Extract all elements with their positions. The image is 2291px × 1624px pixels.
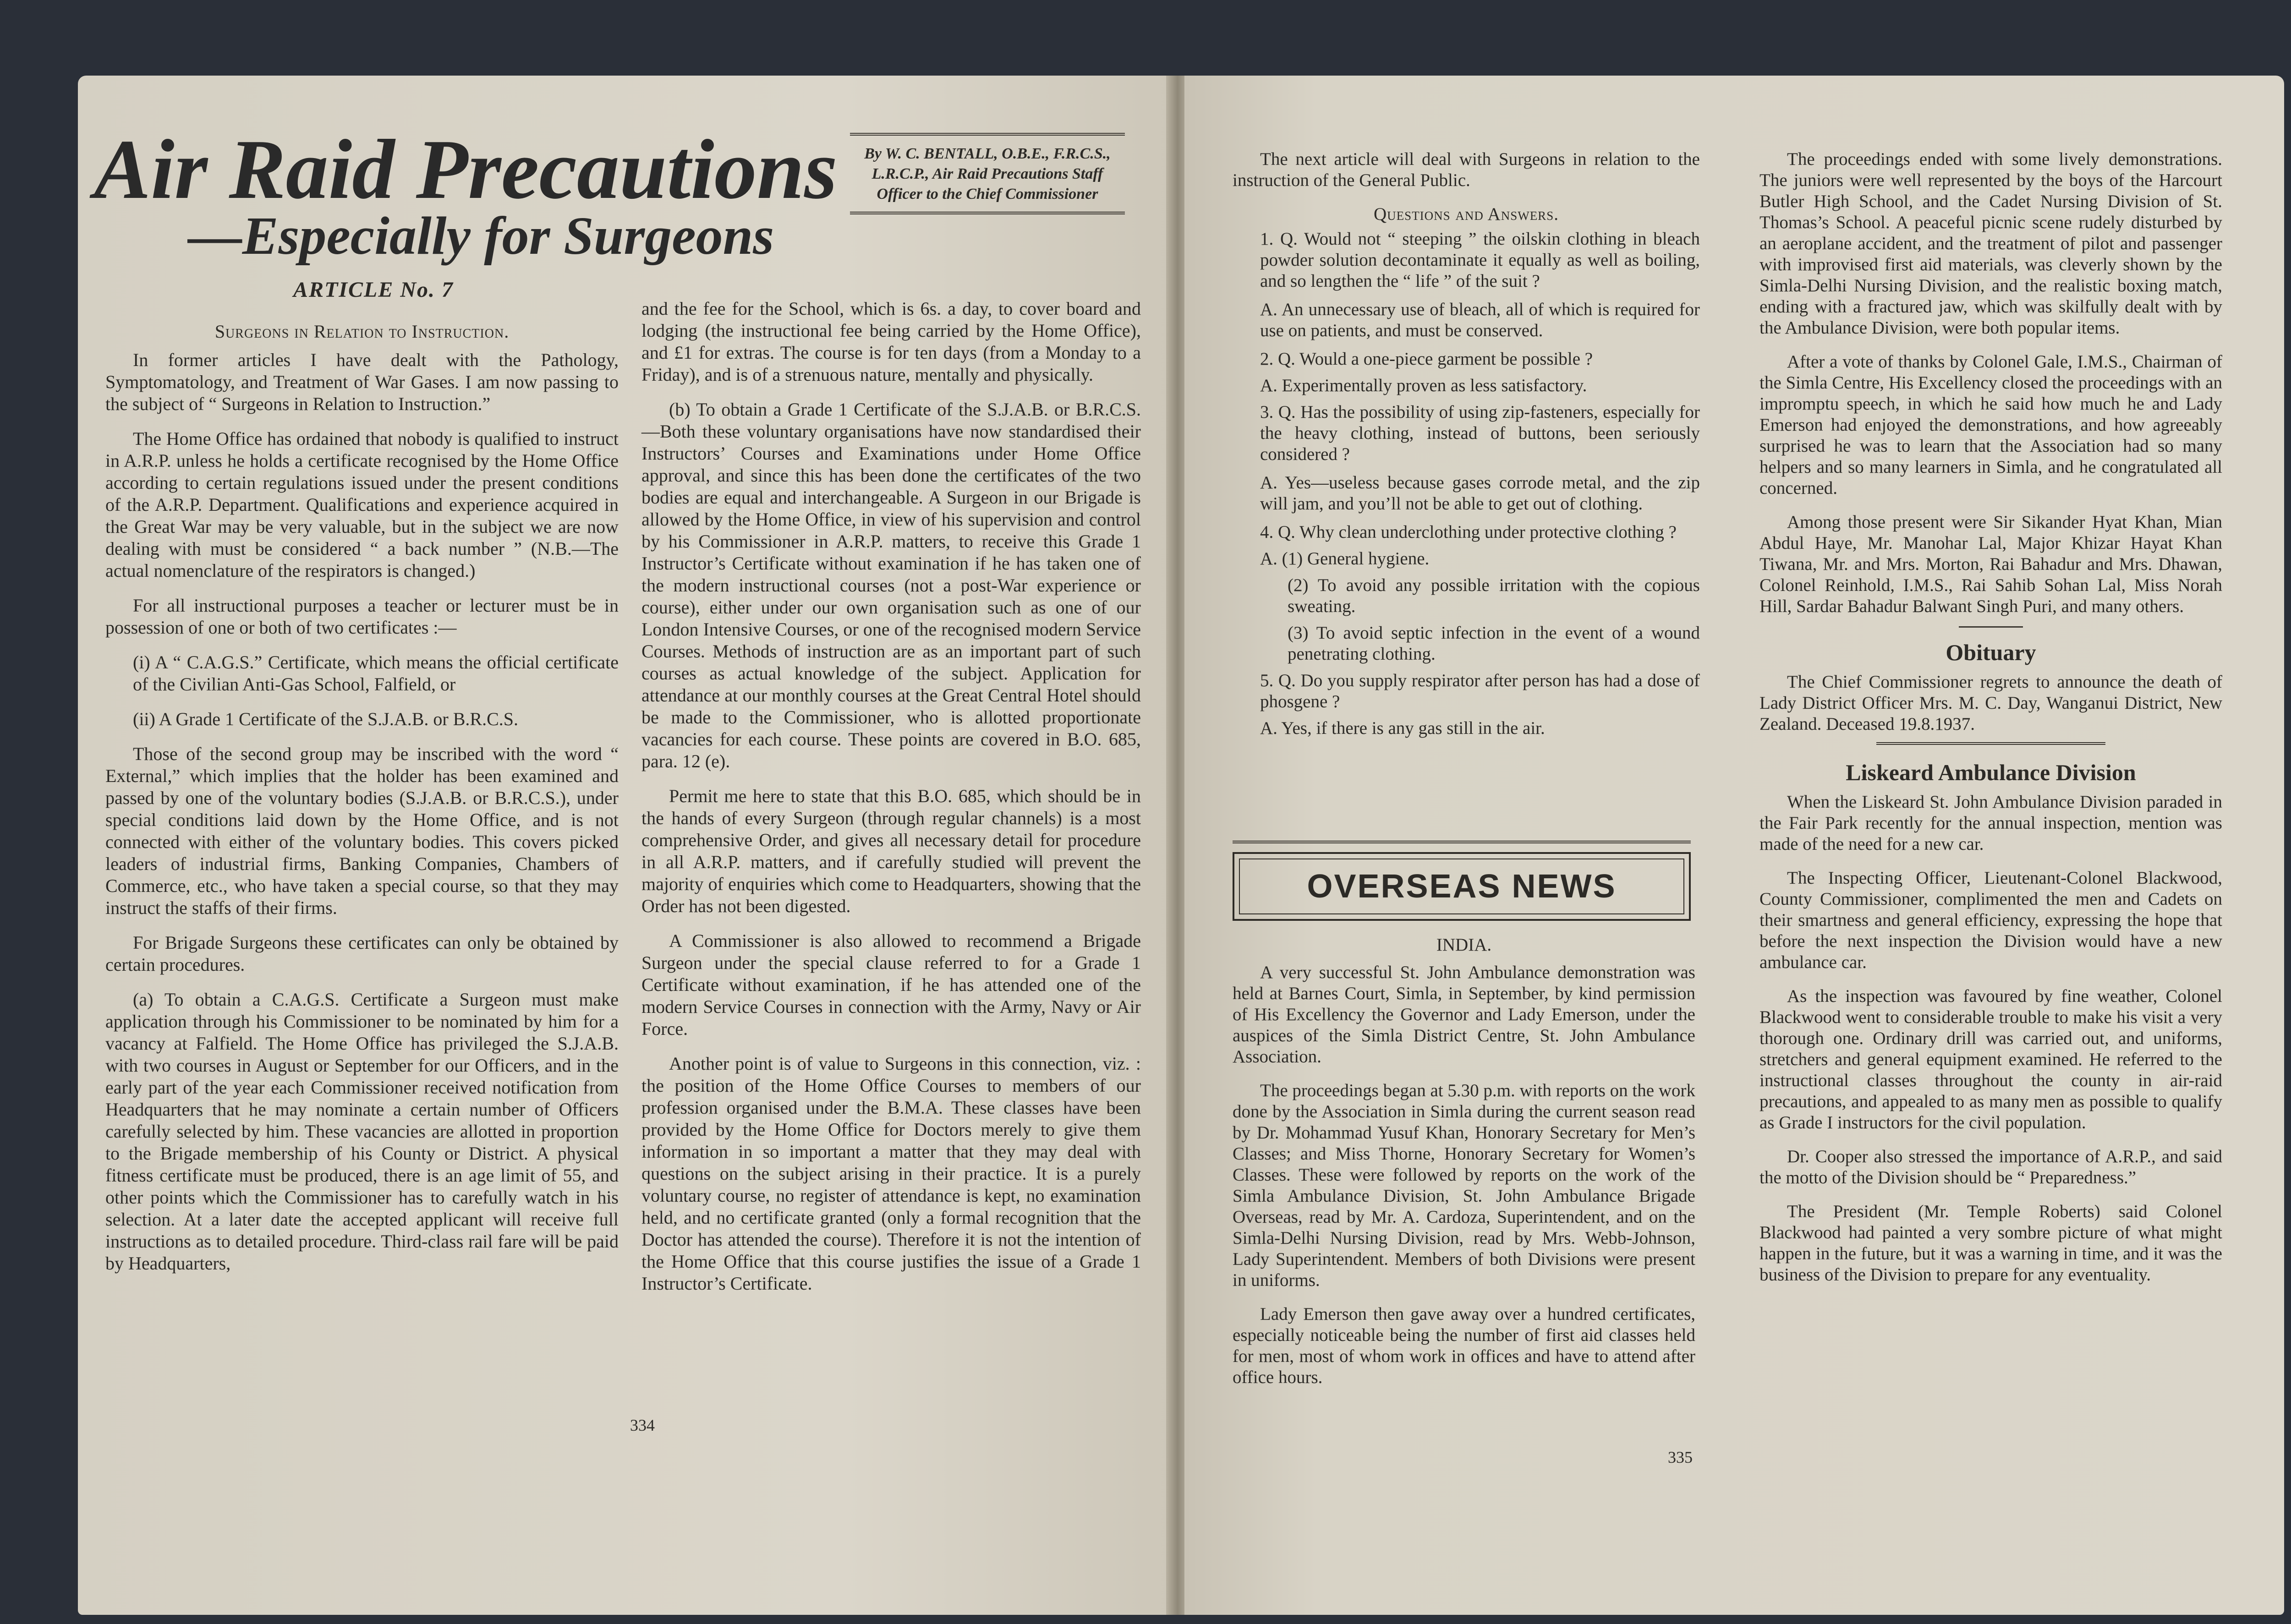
qa-item: A. An unnecessary use of bleach, all of which is required for use on patients, and must be conserved.	[1260, 300, 1700, 340]
paragraph: For all instructional purposes a teacher or lecturer must be in possession of one or both of two certificates :—	[105, 595, 619, 638]
paragraph: A Commissioner is also allowed to recommend a Brigade Surgeon under the special clause referred to for a Grade 1 Certificate without examination, if he has attended one of the modern Service Courses in connection with the Army, Navy or Air Force.	[641, 930, 1141, 1039]
article-number: ARTICLE No. 7	[293, 278, 454, 302]
qa-item: (2) To avoid any possible irritation with the copious sweating.	[1288, 575, 1700, 616]
obituary-title: Obituary	[1946, 640, 2036, 665]
liskeard-title: Liskeard Ambulance Division	[1846, 760, 2136, 785]
paragraph: and the fee for the School, which is 6s. a day, to cover board and lodging (the instructional fee being carried by the Home Office), and £1 for extras. The course is for ten days (from a Monday to a Friday), and is of a strenuous nature, mentally and physically.	[641, 298, 1141, 385]
paragraph: The next article will deal with Surgeons in relation to the instruction of the General Public.	[1233, 149, 1700, 190]
right-column-1-lower	[1233, 935, 1695, 1401]
article-section-heading: Surgeons in Relation to Instruction.	[214, 321, 510, 342]
paragraph: Lady Emerson then gave away over a hundred certificates, especially noticeable being the number of first aid classes held for men, most of whom work in offices and have to attend after office hours.	[1233, 1304, 1695, 1387]
qa-item: A. Yes—useless because gases corrode metal, and the zip will jam, and you’ll not be able to get out of clothing.	[1260, 473, 1700, 514]
qa-item: (3) To avoid septic infection in the event of a wound penetrating clothing.	[1288, 623, 1700, 664]
qa-item: 1. Q. Would not “ steeping ” the oilskin clothing in bleach powder solution decontaminate it equally as well as boiling, and so lengthen the “ life ” of the suit ?	[1260, 229, 1700, 291]
qa-item: A. Experimentally proven as less satisfactory.	[1260, 376, 1587, 395]
article-title: Air Raid Precautions	[94, 122, 838, 217]
list-item: (i) A “ C.A.G.S.” Certificate, which means the official certificate of the Civilian Anti-Gas School, Falfield, or	[133, 652, 619, 694]
overseas-news-title: OVERSEAS NEWS	[1239, 858, 1684, 914]
right-column-2	[1759, 149, 2222, 1298]
qa-item: 5. Q. Do you supply respirator after person has had a dose of phosgene ?	[1260, 671, 1700, 711]
overseas-news-box	[1233, 852, 1691, 921]
paragraph: Among those present were Sir Sikander Hyat Khan, Mian Abdul Haye, Mr. Manohar Lal, Major Khizar Hayat Khan Tiwana, Mr. and Mrs. Morton, Rai Bahadur and Mrs. Dhawan, Colonel Reinhold, I.M.S., Rai Sahib Sohan Lal, Miss Norah Hill, Sardar Bahadur Balwant Singh Puri, and many others.	[1759, 512, 2222, 616]
overseas-region: INDIA.	[1436, 935, 1492, 955]
paragraph: The proceedings began at 5.30 p.m. with reports on the work done by the Association in Simla during the current season read by Dr. Mohammad Yusuf Khan, Honorary Secretary for Men’s Classes; and Miss Thorne, Honorary Secretary for Women’s Classes. These were followed by reports on the work of the Simla Ambulance Division, St. John Ambulance Brigade Overseas, read by Mr. A. Cardoza, Superintendent, and on the Simla-Delhi Nursing Division, read by Mrs. Webb-Johnson, Lady Superintendent. Members of both Divisions were present in uniforms.	[1233, 1081, 1695, 1290]
paragraph: (b) To obtain a Grade 1 Certificate of the S.J.A.B. or B.R.C.S.—Both these voluntary organisations have now standardised their Instructors’ Courses and Examinations under Home Office approval, and since this has been done the certificates of the two bodies are equal and interchangeable. A Surgeon in our Brigade is allowed by the Home Office, in view of his supervision and control by his Commissioner in A.R.P. matters, to receive this Grade 1 Instructor’s Certificate without examination if he has taken one of the modern instructional courses (not a post-War experience or course), either under our own organisation such as one of our London Intensive Courses, or one of the recognised modern Service Courses. Methods of instruction are as an important part of such courses as actual knowledge of the subject. Application for attendance at our monthly courses at the Great Central Hotel should be made to the Commissioner, who is allotted proportionate vacancies for each course. These points are covered in B.O. 685, para. 12 (e).	[641, 399, 1141, 771]
paragraph: Those of the second group may be inscribed with the word “ External,” which implies that the holder has been examined and passed by one of the voluntary bodies (S.J.A.B. or B.R.C.S.), under special conditions laid down by the Home Office, and is not connected with either of the voluntary bodies. This covers picked leaders of industrial firms, Banking Companies, Chambers of Commerce, etc., who have taken a special course, so that they may instruct the staffs of their firms.	[105, 744, 619, 918]
paragraph: For Brigade Surgeons these certificates can only be obtained by certain procedures.	[105, 932, 619, 975]
paragraph: The Inspecting Officer, Lieutenant-Colonel Blackwood, County Commissioner, complimented the men and Cadets on their smartness and general efficiency, expressing the hope that before the next inspection the Division would have a new ambulance car.	[1759, 868, 2222, 972]
qa-heading: Questions and Answers.	[1374, 204, 1559, 224]
paragraph: After a vote of thanks by Colonel Gale, I.M.S., Chairman of the Simla Centre, His Excellency closed the proceedings with an impromptu speech, in which he said how much he and Lady Emerson had enjoyed the demonstrations, and how agreeably surprised he was to learn that the Association had so many helpers and so many learners in Simla, and he congratulated all concerned.	[1759, 352, 2222, 498]
paragraph: The Chief Commissioner regrets to announce the death of Lady District Officer Mrs. M. C. Day, Wanganui District, New Zealand. Deceased 19.8.1937.	[1759, 672, 2222, 734]
qa-item: A. Yes, if there is any gas still in the air.	[1260, 718, 1545, 738]
left-column-1	[105, 321, 619, 1287]
paragraph: Dr. Cooper also stressed the importance of A.R.P., and said the motto of the Division should be “ Preparedness.”	[1759, 1147, 2222, 1187]
paragraph: (a) To obtain a C.A.G.S. Certificate a Surgeon must make application through his Commissioner to be nominated by him for a vacancy at Falfield. The Home Office has privileged the S.J.A.B. with two courses in August or September for our Officers, and in the early part of the year each Commissioner received notification from Headquarters that he may nominate a certain number of Officers carefully selected by him. These vacancies are allotted in proportion to the Brigade membership of his County or District. A physical fitness certificate must be produced, there is an age limit of 55, and other points which the Commissioner has to carefully watch in his selection. At a later date the accepted applicant will receive full instructions as to detailed procedure. Third-class rail fare will be paid by Headquarters,	[105, 989, 619, 1274]
divider	[1959, 626, 2023, 628]
paragraph: When the Liskeard St. John Ambulance Division paraded in the Fair Park recently for the annual inspection, mention was made of the need for a new car.	[1759, 792, 2222, 854]
page-number-left: 334	[630, 1416, 655, 1434]
paragraph: Another point is of value to Surgeons in this connection, viz. : the position of the Home Office Courses to members of our profession organised under the B.M.A. These classes have been provided by the Home Office for Doctors merely to give them information in so important a matter that they may deal with questions on the subject arising in their practice. It is a purely voluntary course, no register of attendance is kept, no examination held, and no certificate granted (only a formal recognition that the Doctor has attended the course). Therefore it is not the intention of the Home Office that this course justifies the issue of a Grade 1 Instructor’s Certificate.	[641, 1053, 1141, 1294]
paragraph: Permit me here to state that this B.O. 685, which should be in the hands of every Surgeon (through regular channels) is a most comprehensive Order, and gives all necessary detail for procedure in all A.R.P. matters, and if carefully studied will prevent the majority of enquiries which come to Headquarters, showing that the Order has not been digested.	[641, 786, 1141, 916]
article-subtitle: —Especially for Surgeons	[188, 206, 774, 266]
paragraph: As the inspection was favoured by fine weather, Colonel Blackwood went to considerable trouble to make his visit a very thorough one. Ordinary drill was carried out, and uniforms, stretchers and general equipment examined. He referred to the instructional classes throughout the county in air-raid precautions, and appealed to as many men as possible to qualify as Grade I instructors for the civil population.	[1759, 986, 2222, 1132]
divider	[1876, 742, 2105, 745]
section-divider	[1233, 841, 1691, 843]
paragraph: The proceedings ended with some lively demonstrations. The juniors were well represented by the boys of the Harcourt Butler High School, and the Cadet Nursing Division of St. Thomas’s School. A peaceful picnic scene rudely disturbed by an aeroplane accident, and the treatment of pilot and passenger with improvised first aid materials, was cleverly shown by the Simla-Delhi Nursing Division, and the realistic boxing match, ending with a fractured jaw, which was skilfully dealt with by the Ambulance Division, were both popular items.	[1759, 149, 2222, 338]
list-item: (ii) A Grade 1 Certificate of the S.J.A.B. or B.R.C.S.	[133, 709, 519, 729]
paragraph: In former articles I have dealt with the Pathology, Symptomatology, and Treatment of War Gases. I am now passing to the subject of “ Surgeons in Relation to Instruction.”	[105, 350, 619, 414]
qa-item: 2. Q. Would a one-piece garment be possible ?	[1260, 349, 1593, 369]
page-number-right: 335	[1668, 1448, 1693, 1466]
right-column-1	[1233, 149, 1700, 739]
qa-item: A. (1) General hygiene.	[1260, 549, 1430, 569]
paragraph: The President (Mr. Temple Roberts) said Colonel Blackwood had painted a very sombre picture of what might happen in the future, but it was a warning in time, and it was the business of the Division to prepare for any eventuality.	[1759, 1202, 2222, 1285]
qa-item: 4. Q. Why clean underclothing under protective clothing ?	[1260, 522, 1677, 542]
qa-item: 3. Q. Has the possibility of using zip-fasteners, especially for the heavy clothing, instead of buttons, been seriously considered ?	[1260, 402, 1700, 464]
paragraph: A very successful St. John Ambulance demonstration was held at Barnes Court, Simla, in September, by kind permission of His Excellency the Governor and Lady Emerson, under the auspices of the Simla District Centre, St. John Ambulance Association.	[1233, 962, 1695, 1066]
left-column-2	[641, 298, 1141, 1307]
byline: By W. C. BENTALL, O.B.E., F.R.C.S., L.R.C.P., Air Raid Precautions Staff Officer to the Chief Commissioner	[850, 133, 1125, 214]
paragraph: The Home Office has ordained that nobody is qualified to instruct in A.R.P. unless he holds a certificate recognised by the Home Office according to certain regulations issued under the present conditions of the A.R.P. Department. Qualifications and experience acquired in the Great War may be very valuable, but in the subject we are now dealing with must be considered “ a back number ” (N.B.—The actual nomenclature of the respirators is changed.)	[105, 428, 619, 581]
